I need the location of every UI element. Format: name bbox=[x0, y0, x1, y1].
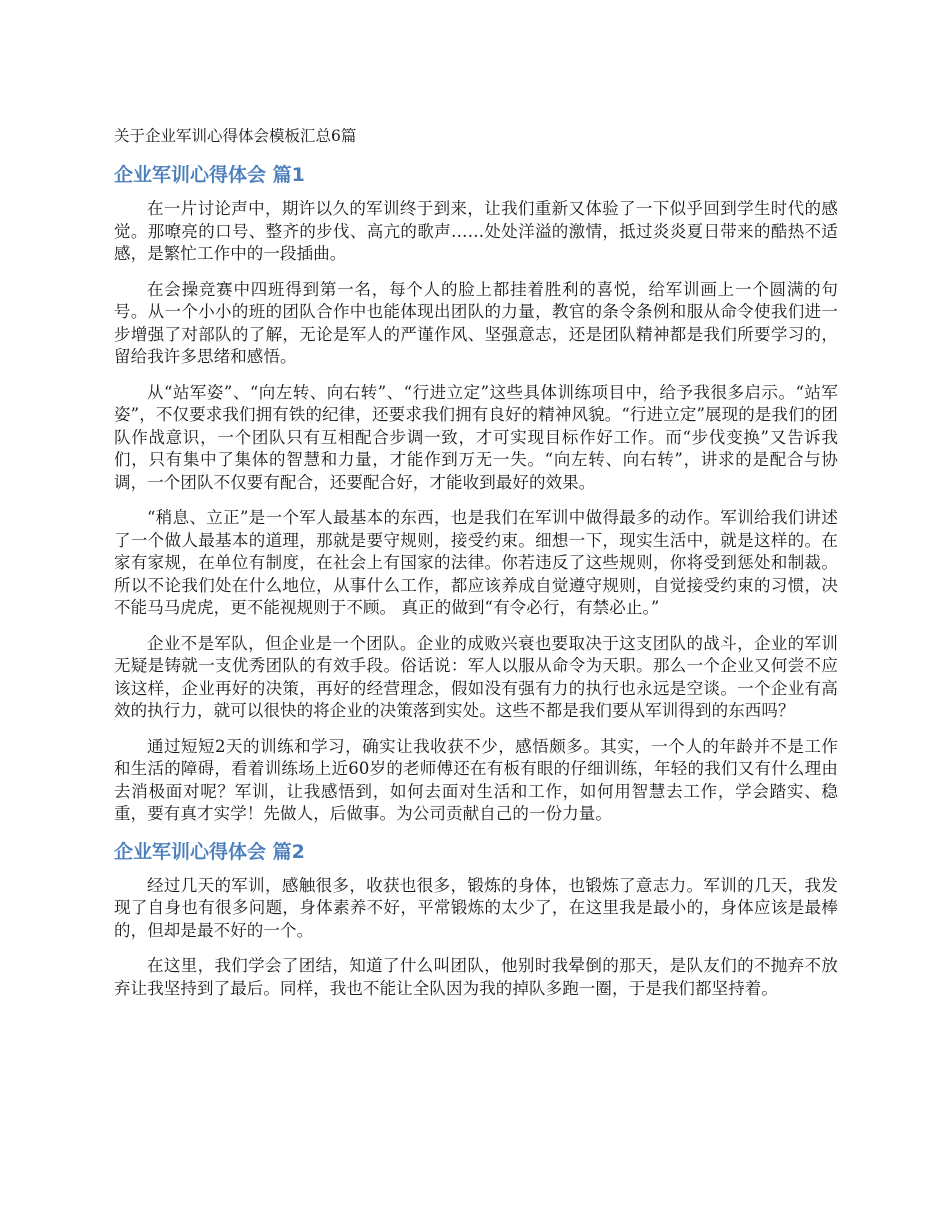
paragraph: 从“站军姿”、“向左转、向右转”、“行进立定”这些具体训练项目中，给予我很多启示。“站军姿”，不仅要求我们拥有铁的纪律，还要求我们拥有良好的精神风貌。“行进立定”展现的是我们的团队作战意识，一个团队只有互相配合步调一致，才可实现目标作好工作。而“步伐变换”又告诉我们，只有集中了集体的智慧和力量，才能作到万无一失。“向左转、向右转”，讲求的是配合与协调，一个团队不仅要有配合，还要配合好，才能收到最好的效果。 bbox=[114, 382, 838, 492]
document-page bbox=[114, 124, 838, 1013]
paragraph: 在这里，我们学会了团结，知道了什么叫团队，他别时我晕倒的那天，是队友们的不抛弃不放弃让我坚持到了最后。同样，我也不能让全队因为我的掉队多跑一圈，于是我们都坚持着。 bbox=[114, 956, 838, 998]
section-2 bbox=[114, 839, 838, 1001]
section-1 bbox=[114, 162, 838, 826]
section-heading: 企业军训心得体会 篇1 bbox=[114, 164, 305, 186]
section-heading: 企业军训心得体会 篇2 bbox=[114, 840, 305, 863]
paragraph: 在会操竞赛中四班得到第一名，每个人的脸上都挂着胜利的喜悦，给军训画上一个圆满的句号。从一个小小的班的团队合作中也能体现出团队的力量，教官的条令条例和服从命令使我们进一步增强了对部队的了解，无论是军人的严谨作风、坚强意志，还是团队精神都是我们所要学习的，留给我许多思绪和感悟。 bbox=[114, 279, 838, 366]
paragraph: 经过几天的军训，感触很多，收获也很多，锻炼的身体，也锻炼了意志力。军训的几天，我发现了自身也有很多问题，身体素养不好，平常锻炼的太少了，在这里我是最小的，身体应该是最棒的，但却是最不好的一个。 bbox=[114, 875, 838, 940]
paragraph: “稍息、立正”是一个军人最基本的东西，也是我们在军训中做得最多的动作。军训给我们讲述了一个做人最基本的道理，那就是要守规则，接受约束。细想一下，现实生活中，就是这样的。在家有家规，在单位有制度，在社会上有国家的法律。你若违反了这些规则，你将受到惩处和制裁。所以不论我们处在什么地位，从事什么工作，都应该养成自觉遵守规则，自觉接受约束的习惯，决不能马马虎虎，更不能视规则于不顾。 真正的做到“有令必行，有禁必止。” bbox=[114, 508, 838, 617]
paragraph: 企业不是军队，但企业是一个团队。企业的成败兴衰也要取决于这支团队的战斗，企业的军训无疑是铸就一支优秀团队的有效手段。俗话说：军人以服从命令为天职。那么一个企业又何尝不应该这样，企业再好的决策，再好的经营理念，假如没有强有力的执行也永远是空谈。一个企业有高效的执行力，就可以很快的将企业的决策落到实处。这些不都是我们要从军训得到的东西吗？ bbox=[114, 633, 838, 720]
document-title: 关于企业军训心得体会模板汇总6篇 bbox=[114, 127, 357, 145]
paragraph: 通过短短2天的训练和学习，确实让我收获不少，感悟颇多。其实，一个人的年龄并不是工作和生活的障碍，看着训练场上近60岁的老师傅还在有板有眼的仔细训练，年轻的我们又有什么理由去消极面对呢？军训，让我感悟到，如何去面对生活和工作，如何用智慧去工作，学会踏实、稳重，要有真才实学！先做人，后做事。为公司贡献自己的一份力量。 bbox=[114, 736, 838, 823]
paragraph: 在一片讨论声中，期许以久的军训终于到来，让我们重新又体验了一下似乎回到学生时代的感觉。那嘹亮的口号、整齐的步伐、高亢的歌声……处处洋溢的激情，抵过炎炎夏日带来的酷热不适感，是繁忙工作中的一段插曲。 bbox=[114, 199, 838, 263]
